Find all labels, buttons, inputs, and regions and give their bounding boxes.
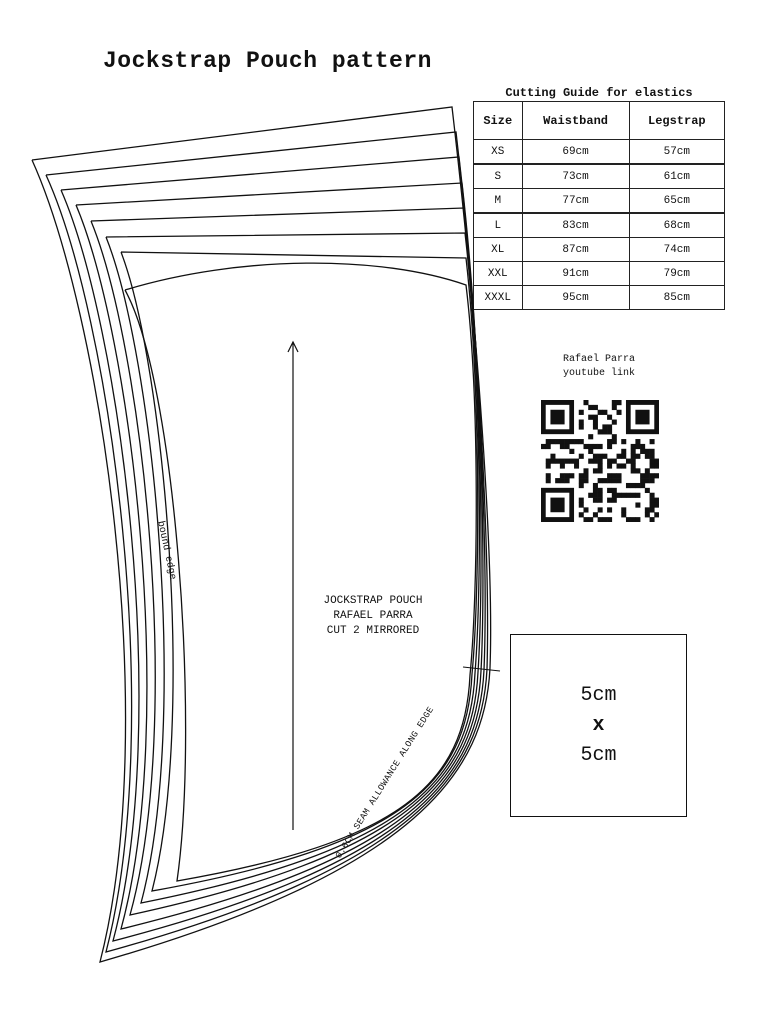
size-cell: M — [474, 189, 523, 214]
size-cell: XXL — [474, 262, 523, 286]
legstrap-cell: 68cm — [629, 213, 724, 238]
waistband-cell: 91cm — [522, 262, 629, 286]
test-square-separator: x — [592, 713, 605, 737]
qr-caption-link: youtube link — [562, 368, 635, 379]
waistband-cell: 83cm — [522, 213, 629, 238]
legstrap-cell: 61cm — [629, 164, 724, 189]
test-square-height: 5cm — [580, 743, 617, 767]
waistband-cell: 95cm — [522, 286, 629, 310]
waistband-cell: 69cm — [522, 140, 629, 165]
size-cell: L — [474, 213, 523, 238]
grainline-arrow — [288, 342, 298, 830]
legstrap-cell: 74cm — [629, 238, 724, 262]
pattern-outline-l — [76, 183, 483, 929]
column-header-waistband: Waistband — [522, 102, 629, 140]
pattern-label-title: JOCKSTRAP POUCH — [323, 595, 423, 607]
size-cell: S — [474, 164, 523, 189]
test-square — [510, 634, 687, 817]
size-cell: XXXL — [474, 286, 523, 310]
pattern-label-instruction: CUT 2 MIRRORED — [326, 625, 420, 637]
pattern-label-author: RAFAEL PARRA — [333, 610, 413, 622]
pattern-size-lines — [32, 107, 491, 962]
pattern-outline-m — [91, 208, 481, 915]
legstrap-cell: 85cm — [629, 286, 724, 310]
legstrap-cell: 57cm — [629, 140, 724, 165]
column-header-size: Size — [474, 102, 523, 140]
waistband-cell: 77cm — [522, 189, 629, 214]
bound-edge-label: bound edge — [154, 520, 178, 581]
page-title: Jockstrap Pouch pattern — [103, 48, 432, 74]
size-cell: XS — [474, 140, 523, 165]
column-header-legstrap: Legstrap — [629, 102, 724, 140]
pattern-outline-base — [125, 263, 476, 881]
legstrap-cell: 65cm — [629, 189, 724, 214]
seam-allowance-note: 0.6CM SEAM ALLOWANCE ALONG EDGE — [334, 705, 437, 861]
waistband-cell: 73cm — [522, 164, 629, 189]
cutting-guide-caption: Cutting Guide for elastics — [505, 86, 693, 100]
test-square-width: 5cm — [580, 683, 617, 707]
pattern-label — [300, 594, 446, 639]
size-cell: XL — [474, 238, 523, 262]
qr-caption-author: Rafael Parra — [562, 354, 635, 365]
waistband-cell: 87cm — [522, 238, 629, 262]
legstrap-cell: 79cm — [629, 262, 724, 286]
